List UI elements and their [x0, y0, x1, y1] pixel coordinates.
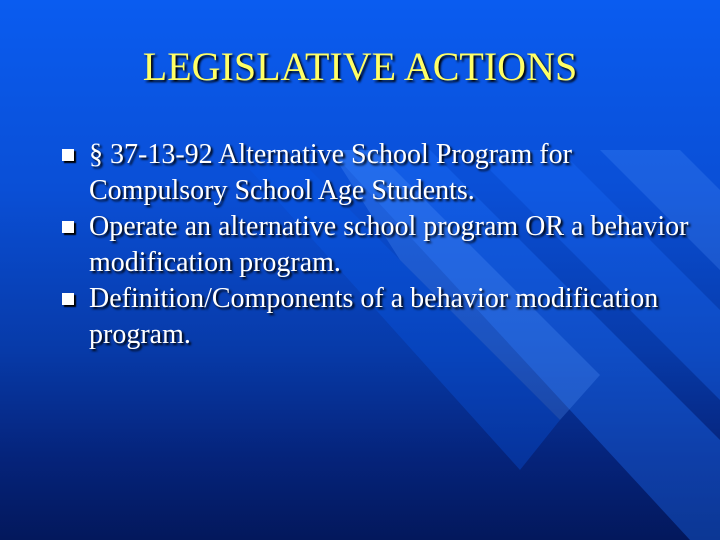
square-bullet-icon	[62, 149, 74, 161]
bullet-item	[62, 209, 702, 281]
slide-title: LEGISLATIVE ACTIONS	[142, 44, 578, 89]
bullet-text: Definition/Components of a behavior modification program.	[89, 283, 659, 350]
bullet-text: Operate an alternative school program OR a behavior modification program.	[89, 211, 689, 278]
bullet-item	[62, 281, 702, 353]
bullet-list	[62, 137, 702, 353]
square-bullet-icon	[62, 221, 74, 233]
bullet-item	[62, 137, 702, 209]
square-bullet-icon	[62, 293, 74, 305]
bullet-text: § 37-13-92 Alternative School Program for Compulsory School Age Students.	[89, 139, 572, 206]
